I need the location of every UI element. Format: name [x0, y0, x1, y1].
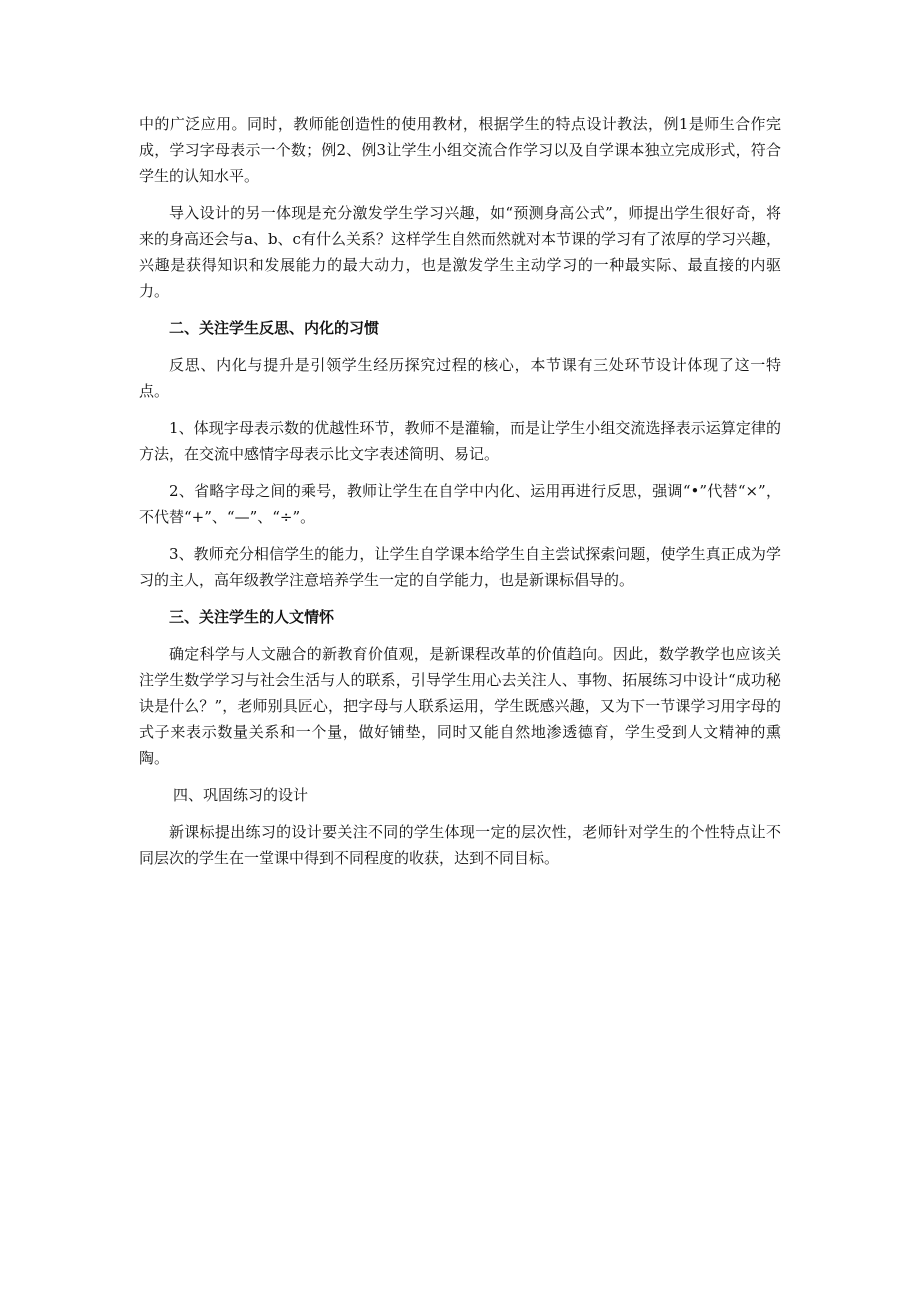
section-heading-practice: 四、巩固练习的设计 — [173, 786, 309, 804]
paragraph-humanities: 确定科学与人文融合的新教育价值观，是新课程改革的价值趋向。因此，数学教学也应该关注学生数学学习与社会生活与人的联系，引导学生用心去关注人、事物、拓展练习中设计“成功秘诀是什么？”，老师别具匠心，把字母与人联系运用，学生既感兴趣，又为下一节课学习用字母的式子来表示数量关系和一个量，做好铺垫，同时又能自然地渗透德育，学生受到人文精神的熏陶。 — [139, 645, 781, 767]
paragraph-point-1: 1、体现字母表示数的优越性环节，教师不是灌输，而是让学生小组交流选择表示运算定律的方法，在交流中感情字母表示比文字表述简明、易记。 — [139, 419, 781, 463]
section-heading-reflection: 二、关注学生反思、内化的习惯 — [169, 319, 380, 337]
paragraph-continuation: 中的广泛应用。同时，教师能创造性的使用教材，根据学生的特点设计教法，例1是师生合作完成，学习字母表示一个数；例2、例3让学生小组交流合作学习以及自学课本独立完成形式，符合学生的认知水平。 — [139, 115, 781, 185]
paragraph-intro-interest: 导入设计的另一体现是充分激发学生学习兴趣，如“预测身高公式”，师提出学生很好奇，将来的身高还会与a、b、c有什么关系？这样学生自然而然就对本节课的学习有了浓厚的学习兴趣，兴趣是获得知识和发展能力的最大动力，也是激发学生主动学习的一种最实际、最直接的内驱力。 — [139, 204, 781, 300]
paragraph-point-3: 3、教师充分相信学生的能力，让学生自学课本给学生自主尝试探索问题，使学生真正成为学习的主人，高年级教学注意培养学生一定的自学能力，也是新课标倡导的。 — [139, 545, 781, 589]
paragraph-point-2: 2、省略字母之间的乘号，教师让学生在自学中内化、运用再进行反思，强调“•”代替“×”，不代替“+”、“—”、“÷”。 — [139, 482, 781, 526]
section-heading-humanities: 三、关注学生的人文情怀 — [169, 608, 335, 626]
paragraph-reflection-core: 反思、内化与提升是引领学生经历探究过程的核心，本节课有三处环节设计体现了这一特点。 — [139, 356, 781, 400]
document-page — [139, 111, 781, 882]
paragraph-practice: 新课标提出练习的设计要关注不同的学生体现一定的层次性，老师针对学生的个性特点让不同层次的学生在一堂课中得到不同程度的收获，达到不同目标。 — [139, 823, 781, 867]
